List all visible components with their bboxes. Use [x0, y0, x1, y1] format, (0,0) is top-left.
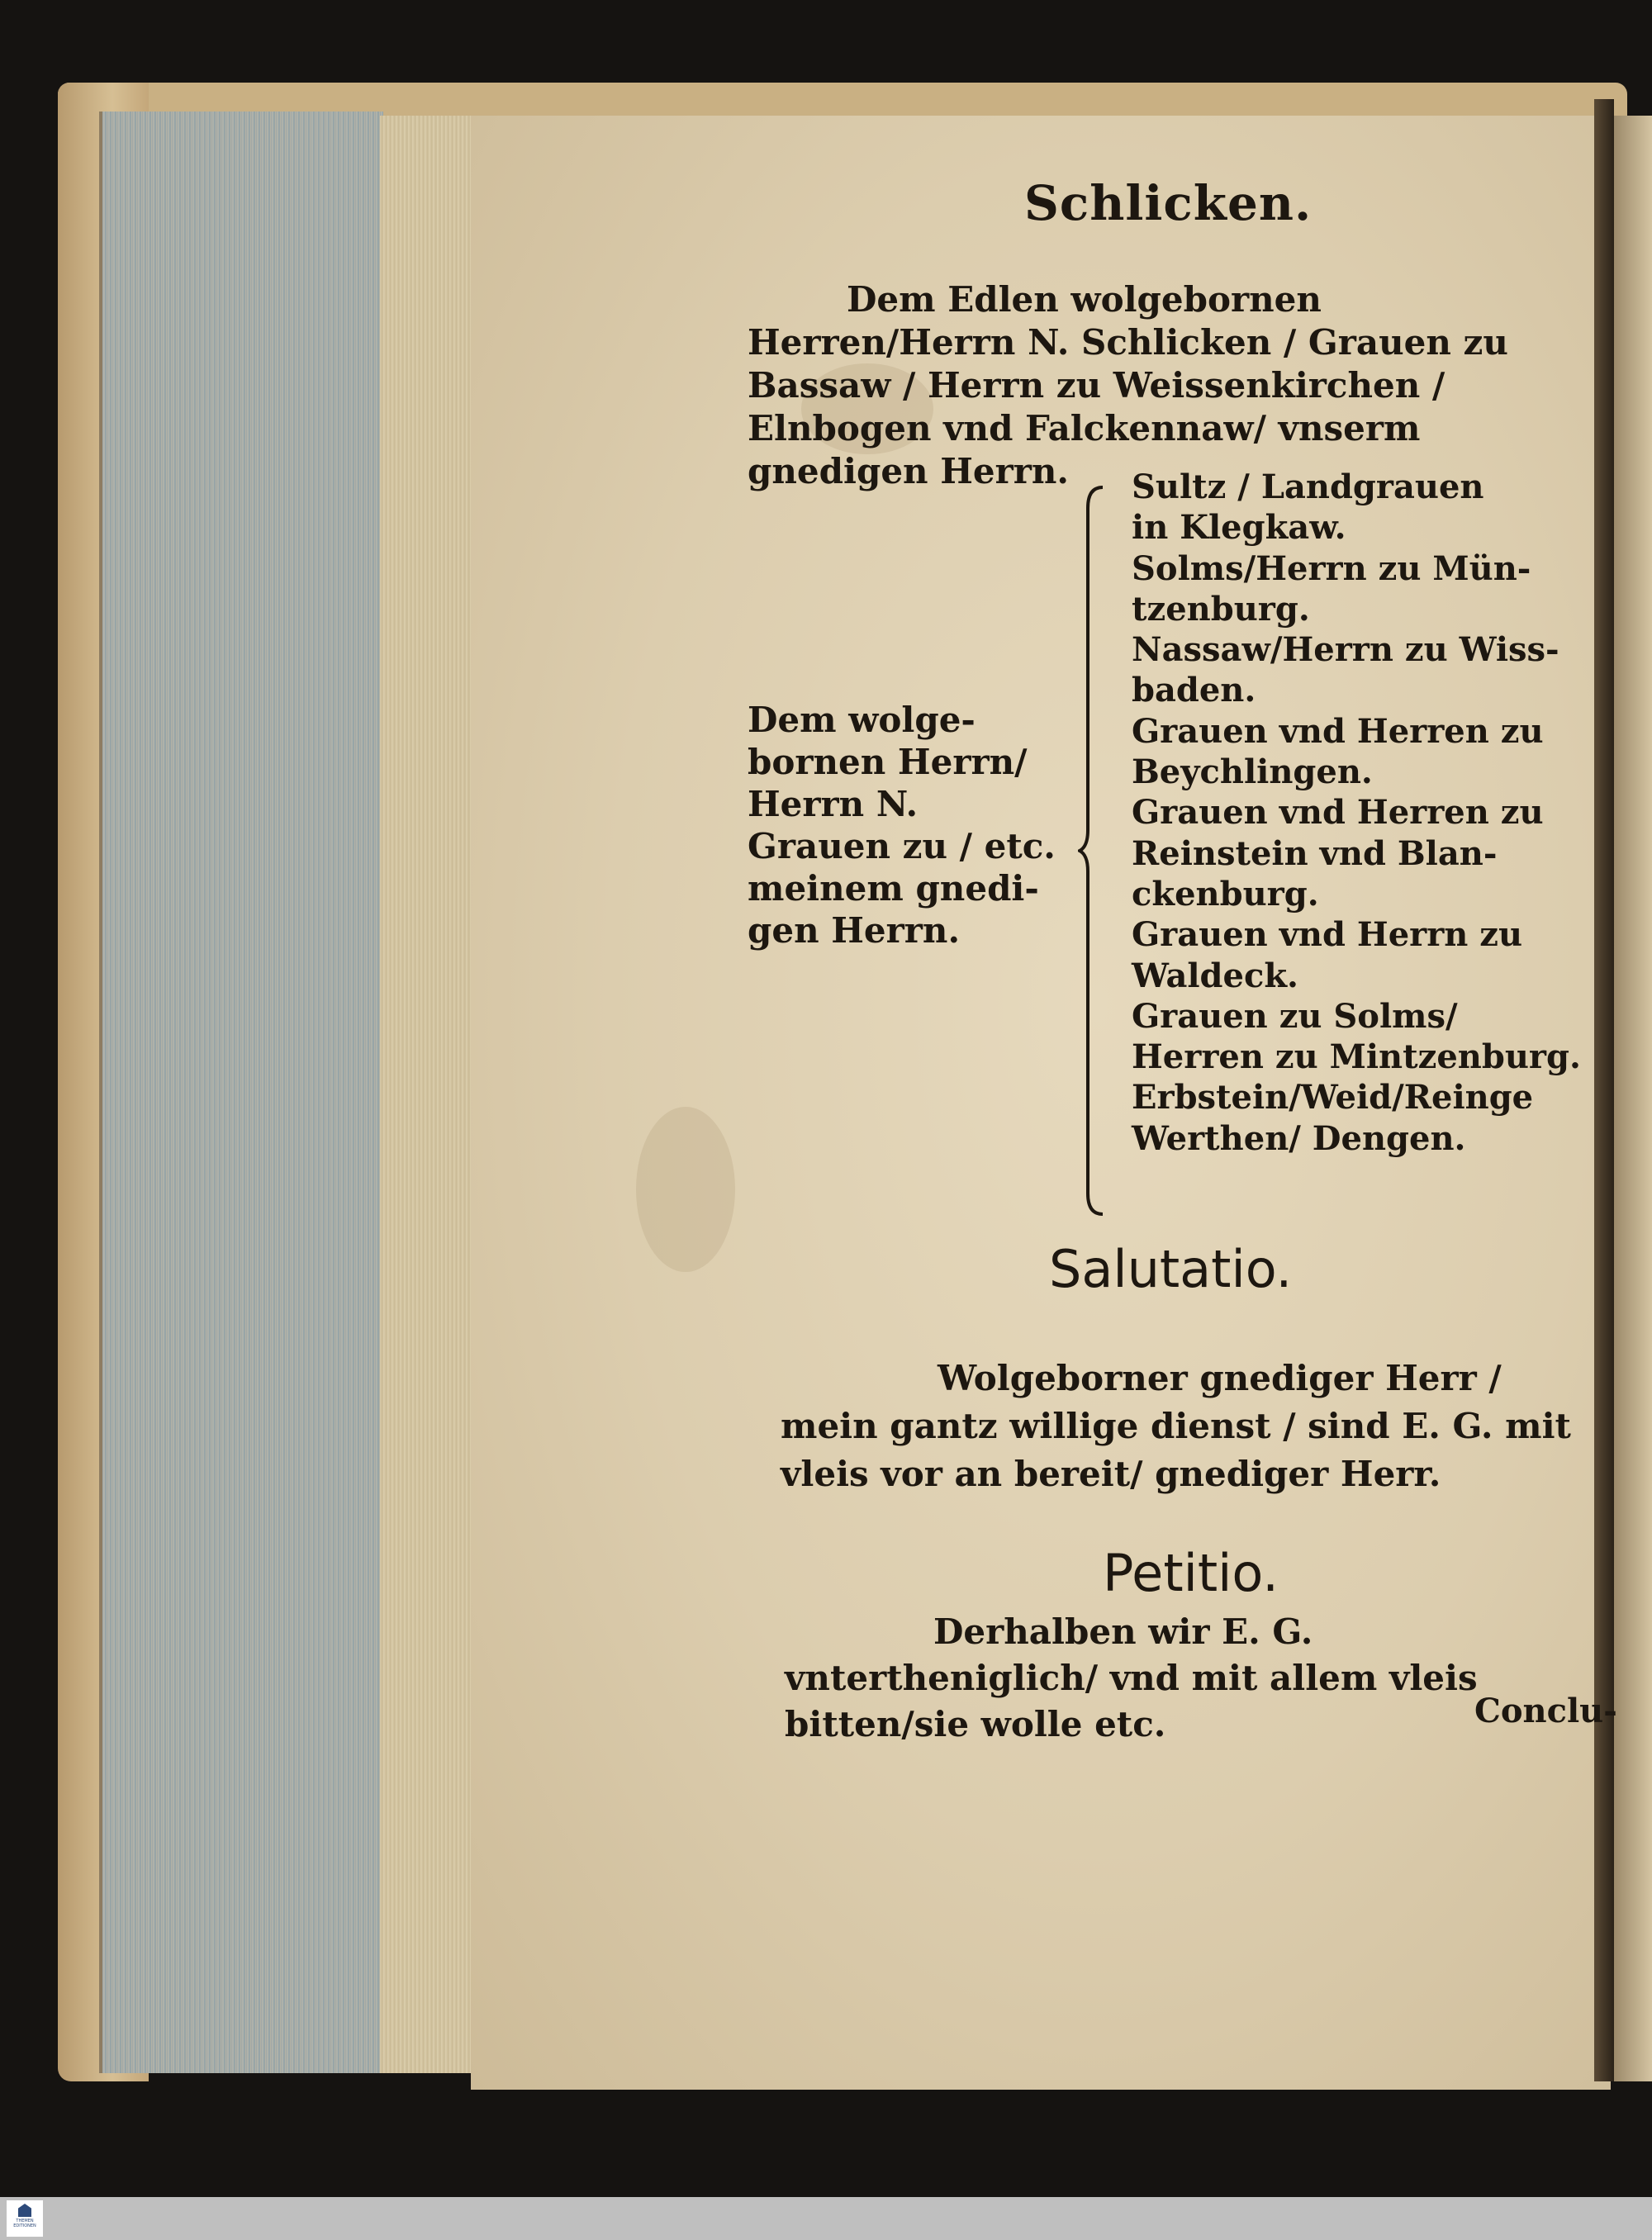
catchword: Conclu- [1474, 1692, 1617, 1730]
list-item: Grauen vnd Herren zu [1132, 711, 1544, 751]
list-item: Reinstein vnd Blan- [1132, 833, 1498, 873]
list-item: ckenburg. [1132, 874, 1319, 914]
list-item: Erbstein/Weid/Reinge [1132, 1078, 1534, 1118]
list-item: baden. [1132, 671, 1256, 710]
list-item: Beychlingen. [1132, 752, 1373, 792]
library-logo-icon [18, 2204, 31, 2217]
petition-paragraph: Derhalben wir E. G. vntertheniglich/ vnd mit allem vleis bitten/sie wolle etc. [785, 1611, 1478, 1744]
list-item: Nassaw/Herrn zu Wiss- [1132, 630, 1559, 670]
section-title-petitio: Petitio. [1103, 1543, 1279, 1603]
section-title-salutatio: Salutatio. [1049, 1239, 1293, 1299]
curly-brace [1078, 483, 1111, 1218]
list-item: Grauen zu Solms/ [1132, 996, 1458, 1036]
left-line: meinem gnedi- [748, 868, 1039, 909]
list-item: tzenburg. [1132, 589, 1310, 629]
library-logo-text: THEMEN EDITIONEN [13, 2219, 36, 2228]
list-item: Grauen vnd Herrn zu [1132, 915, 1523, 955]
viewer-footer-bar [0, 2197, 1652, 2240]
list-item: in Klegkaw. [1132, 508, 1346, 548]
list-item: Waldeck. [1132, 956, 1298, 995]
list-item: Herren zu Mintzenburg. [1132, 1037, 1581, 1077]
list-item: Solms/Herrn zu Mün- [1132, 548, 1531, 588]
list-item: Sultz / Landgrauen [1132, 467, 1484, 506]
address-paragraph: Dem Edlen wolgebornen Herren/Herrn N. Schlicken / Grauen zu Bassaw / Herrn zu Weissenkirchen / Elnbogen vnd Falckennaw/ vnserm gnedigen Herrn. [748, 279, 1508, 491]
stain [636, 1107, 735, 1272]
left-line: Herrn N. [748, 784, 919, 824]
left-line: gen Herrn. [748, 910, 961, 951]
bracketed-list [1132, 467, 1594, 1159]
salutation-paragraph: Wolgeborner gnediger Herr / mein gantz willige dienst / sind E. G. mit vleis vor an bereit/ gnediger Herr. [781, 1358, 1571, 1494]
left-line: Grauen zu / etc. [748, 826, 1056, 866]
page-edges-inner [380, 116, 471, 2073]
page-heading: Schlicken. [1024, 175, 1313, 231]
list-item: Werthen/ Dengen. [1132, 1118, 1466, 1158]
book-gutter [1594, 99, 1614, 2081]
left-line: Dem wolge- [748, 700, 976, 740]
library-logo[interactable] [7, 2200, 43, 2237]
left-line: bornen Herrn/ [748, 742, 1028, 782]
list-item: Grauen vnd Herren zu [1132, 793, 1544, 833]
page-edges [99, 112, 383, 2073]
facing-page-edge [1614, 116, 1652, 2081]
left-address-block [748, 699, 1078, 952]
